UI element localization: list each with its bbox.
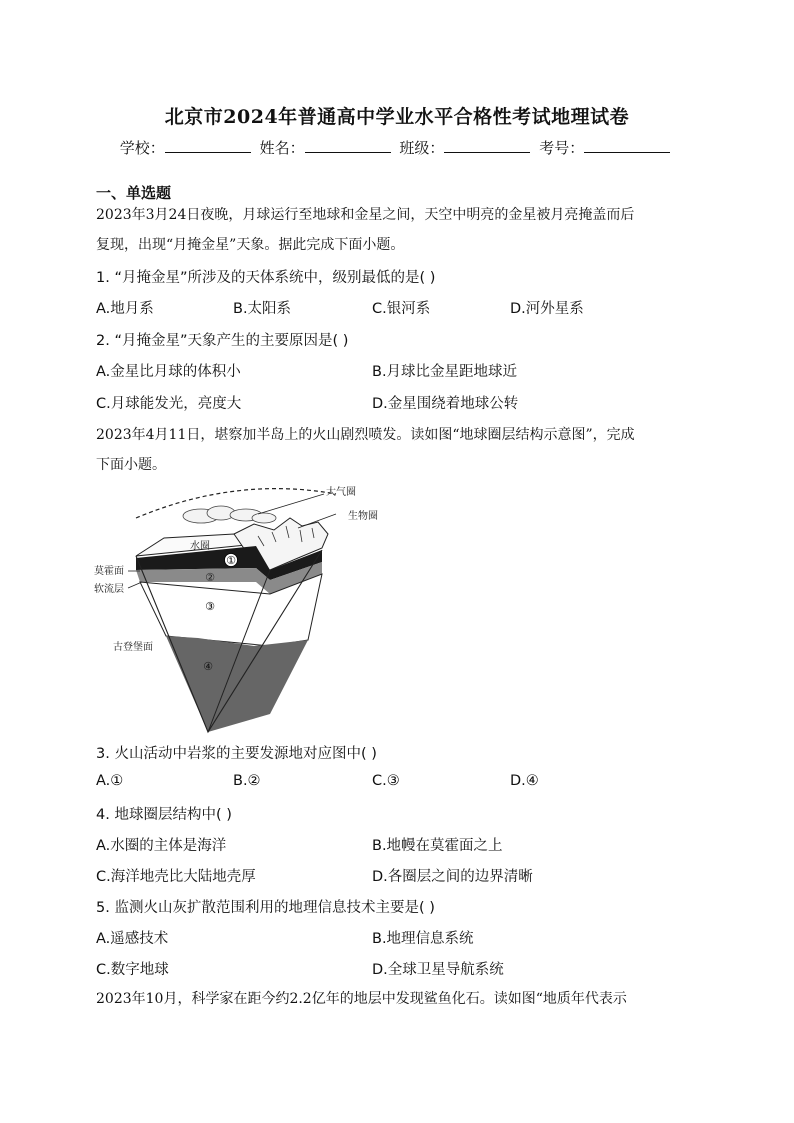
q3-option-c: C.③ [372, 773, 400, 789]
q1-option-c: C.银河系 [372, 301, 431, 317]
gutenberg-label: 古登堡面 [113, 642, 153, 653]
q4-option-c: C.海洋地壳比大陆地壳厚 [96, 869, 256, 885]
q1-option-a: A.地月系 [96, 301, 154, 317]
q4-option-a: A.水圈的主体是海洋 [96, 838, 227, 854]
q1-option-d: D.河外星系 [510, 301, 584, 317]
q4-option-d: D.各圈层之间的边界清晰 [372, 869, 533, 885]
q2-option-c: C.月球能发光，亮度大 [96, 396, 242, 412]
material-1 [96, 200, 700, 260]
material-1-line-2: 复现，出现“月掩金星”天象。据此完成下面小题。 [96, 237, 405, 253]
q5-option-d: D.全球卫星导航系统 [372, 962, 504, 978]
school-label: 学校： [119, 139, 165, 157]
mantle-layer [140, 574, 322, 646]
page-title: 北京市2024年普通高中学业水平合格性考试地理试卷 [164, 106, 630, 128]
class-label: 班级： [399, 139, 445, 157]
material-2-line-2: 下面小题。 [96, 457, 166, 473]
layer-4-label: ④ [203, 660, 213, 673]
material-1-line-1: 2023年3月24日夜晚，月球运行至地球和金星之间，天空中明亮的金星被月亮掩盖而后 [96, 207, 635, 223]
material-2 [96, 420, 700, 480]
q2-option-d: D.金星围绕着地球公转 [372, 396, 519, 412]
student-info-line [0, 137, 794, 158]
biosphere-label: 生物圈 [348, 511, 378, 522]
question-5-stem: 5. 监测火山灰扩散范围利用的地理信息技术主要是( ) [96, 900, 435, 916]
q3-option-d: D.④ [510, 773, 539, 789]
q4-option-b: B.地幔在莫霍面之上 [372, 838, 503, 854]
number-blank [584, 138, 670, 153]
hydrosphere-label: 水圈 [190, 541, 210, 552]
name-blank [305, 138, 391, 153]
q5-option-a: A.遥感技术 [96, 931, 169, 947]
q2-option-b: B.月球比金星距地球近 [372, 364, 518, 380]
asthenosphere-label: 软流层 [94, 584, 124, 595]
material-3-line-1: 2023年10月，科学家在距今约2.2亿年的地层中发现鲨鱼化石。读如图“地质年代表示 [96, 991, 627, 1007]
question-2-stem: 2. “月掩金星”天象产生的主要原因是( ) [96, 333, 349, 349]
q1-option-b: B.太阳系 [233, 301, 292, 317]
q3-option-a: A.① [96, 773, 124, 789]
section-heading: 一、单选题 [96, 184, 172, 202]
moho-label: 莫霍面 [94, 566, 124, 577]
asthenosphere-leader [128, 582, 142, 588]
number-label: 考号： [539, 139, 585, 157]
layer-2-label: ② [205, 571, 215, 584]
name-label: 姓名： [259, 139, 305, 157]
q5-option-b: B.地理信息系统 [372, 931, 474, 947]
layer-3-label: ③ [205, 600, 215, 613]
question-1-stem: 1. “月掩金星”所涉及的天体系统中，级别最低的是( ) [96, 270, 436, 286]
atmosphere-label: 大气圈 [326, 487, 356, 498]
layer-1-label: ① [226, 554, 236, 567]
q2-option-a: A.金星比月球的体积小 [96, 364, 241, 380]
school-blank [165, 138, 251, 153]
atmosphere-leader [258, 494, 324, 514]
q3-option-b: B.② [233, 773, 261, 789]
q5-option-c: C.数字地球 [96, 962, 169, 978]
material-2-line-1: 2023年4月11日，堪察加半岛上的火山剧烈喷发。读如图“地球圈层结构示意图”，完成 [96, 427, 635, 443]
earth-layer-diagram [86, 478, 396, 740]
cloud-icon [183, 506, 276, 523]
class-blank [444, 138, 530, 153]
material-3 [96, 984, 700, 1014]
question-4-stem: 4. 地球圈层结构中( ) [96, 807, 232, 823]
question-3-stem: 3. 火山活动中岩浆的主要发源地对应图中( ) [96, 746, 377, 762]
core-layer [166, 636, 308, 732]
